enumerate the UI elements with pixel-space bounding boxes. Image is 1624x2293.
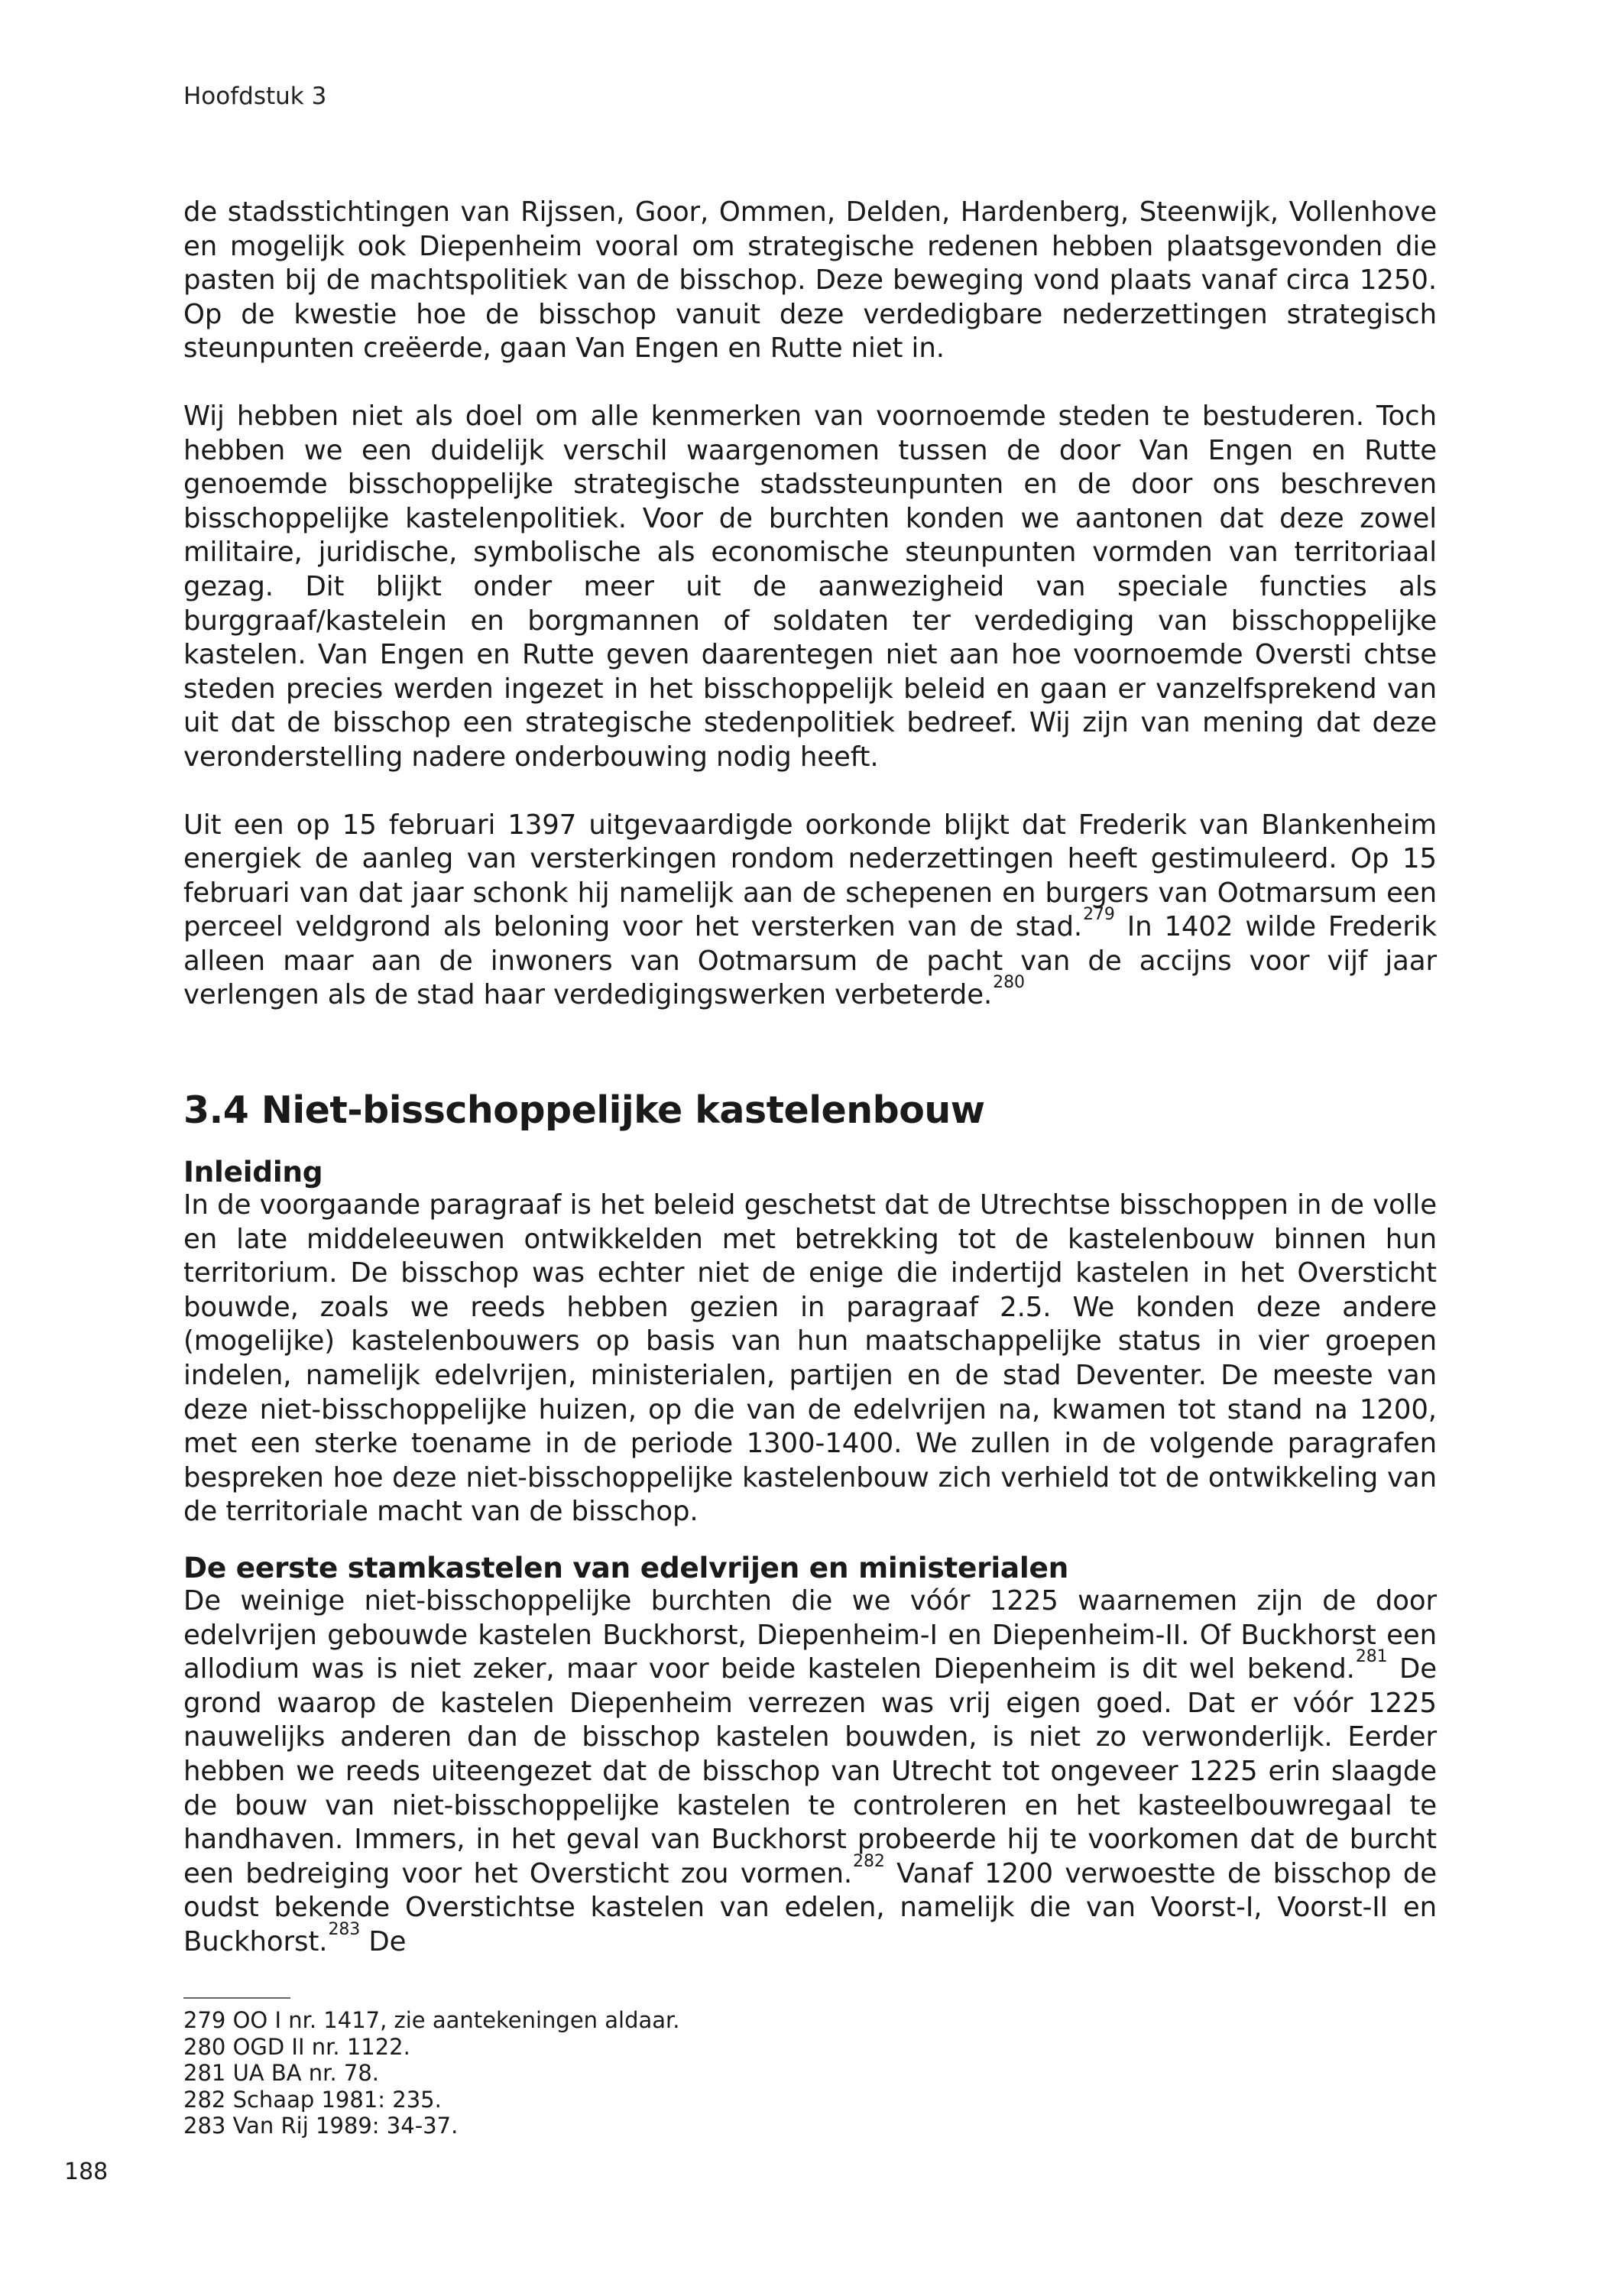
paragraph-stamkastelen-text-a: De weinige niet-bisschoppelijke burchten die we vóór 1225 waarnemen zijn de door edelvrijen gebouwde kastelen Buckhorst, Diepenheim-I en Diepenheim-II. Of Buckhorst een allodium was is niet zeker, maar voor beide kastelen Diepenheim is dit wel bekend.: [183, 1585, 1437, 1685]
paragraph-3-text-b: In 1402 wilde Frederik alleen maar aan de inwoners van Ootmarsum de pacht van de accijns voor vijf jaar verlengen als de stad haar verdedigingswerken verbeterde.: [183, 911, 1438, 1011]
footnotes: [183, 2007, 680, 2139]
footnote-283: 283 Van Rij 1989: 34-37.: [183, 2113, 459, 2139]
paragraph-stamkastelen-text-b: De grond waarop de kastelen Diepenheim verrezen was vrij eigen goed. Dat er vóór 1225 nauwelijks anderen dan de bisschop kastelen bouwden, is niet zo verwonderlijk. Eerder hebben we reeds uiteengezet dat de bisschop van Utrecht tot ongeveer 1225 erin slaagde de bouw van niet-bisschoppelijke kastelen te controleren en het kasteelbouwregaal te handhaven. Immers, in het geval van Buckhorst probeerde hij te voorkomen dat de burcht een bedreiging voor het Oversticht zou vormen.: [183, 1653, 1437, 1889]
footnote-divider: [183, 1997, 290, 1999]
paragraph-1: de stadsstichtingen van Rijssen, Goor, Ommen, Delden, Hardenberg, Steenwijk, Vollenhove en mogelijk ook Diepenheim vooral om strategische redenen hebben plaatsgevonden die pasten bij de machtspolitiek van de bisschop. Deze beweging vond plaats vanaf circa 1250. Op de kwestie hoe de bisschop vanuit deze verdedigbare nederzettingen strategisch steunpunten creëerde, gaan Van Engen en Rutte niet in.: [183, 196, 1437, 365]
footnote-ref-281[interactable]: 281: [1355, 1647, 1388, 1667]
footnote-279: 279 OO I nr. 1417, zie aantekeningen aldaar.: [183, 2007, 680, 2033]
footnote-ref-282[interactable]: 282: [853, 1851, 885, 1871]
subheading-inleiding: Inleiding: [183, 1155, 323, 1189]
paragraph-3-text-a: Uit een op 15 februari 1397 uitgevaardigde oorkonde blijkt dat Frederik van Blankenheim energiek de aanleg van versterkingen rondom nederzettingen heeft gestimuleerd. Op 15 februari van dat jaar schonk hij namelijk aan de schepenen en burgers van Ootmarsum een perceel veldgrond als beloning voor het versterken van de stad.: [183, 809, 1437, 943]
running-header: Hoofdstuk 3: [183, 83, 327, 110]
paragraph-3: [183, 809, 1437, 1014]
paragraph-stamkastelen: [183, 1584, 1437, 1960]
body-text: [183, 196, 1437, 1960]
paragraph-stamkastelen-text-d: De: [360, 1925, 407, 1957]
page-number: 188: [64, 2158, 109, 2185]
footnote-ref-280[interactable]: 280: [993, 973, 1025, 993]
subheading-stamkastelen: De eerste stamkastelen van edelvrijen en ministerialen: [183, 1551, 1068, 1584]
paragraph-inleiding: In de voorgaande paragraaf is het beleid geschetst dat de Utrechtse bisschoppen in de volle en late middeleeuwen ontwikkelden met betrekking tot de kastelenbouw binnen hun territorium. De bisschop was echter niet de enige die indertijd kastelen in het Oversticht bouwde, zoals we reeds hebben gezien in paragraaf 2.5. We konden deze andere (mogelijke) kastelenbouwers op basis van hun maatschappelijke status in vier groepen indelen, namelijk edelvrijen, ministerialen, partijen en de stad Deventer. De meeste van deze niet-bisschoppelijke huizen, op die van de edelvrijen na, kwamen tot stand na 1200, met een sterke toename in de periode 1300-1400. We zullen in de volgende paragrafen bespreken hoe deze niet-bisschoppelijke kastelenbouw zich verhield tot de ontwikkeling van de territoriale macht van de bisschop.: [183, 1189, 1437, 1528]
footnote-ref-279[interactable]: 279: [1083, 905, 1115, 925]
footnote-282: 282 Schaap 1981: 235.: [183, 2086, 442, 2113]
paragraph-stamkastelen-text-c: Vanaf 1200 verwoestte de bisschop de oudst bekende Overstichtse kastelen van edelen, namelijk die van Voorst-I, Voorst-II en Buckhorst.: [183, 1857, 1437, 1957]
footnote-281: 281 UA BA nr. 78.: [183, 2060, 380, 2086]
section-title: 3.4 Niet-bisschoppelijke kastelenbouw: [183, 1088, 985, 1133]
footnote-ref-283[interactable]: 283: [328, 1919, 361, 1939]
footnote-280: 280 OGD II nr. 1122.: [183, 2033, 410, 2060]
paragraph-2: Wij hebben niet als doel om alle kenmerken van voornoemde steden te bestuderen. Toch hebben we een duidelijk verschil waargenomen tussen de door Van Engen en Rutte genoemde bisschoppelijke strategische stadssteunpunten en de door ons beschreven bisschoppelijke kastelenpolitiek. Voor de burchten konden we aantonen dat deze zowel militaire, juridische, symbolische als economische steunpunten vormden van territoriaal gezag. Dit blijkt onder meer uit de aanwezigheid van speciale functies als burggraaf/kastelein en borgmannen of soldaten ter verdediging van bisschoppelijke kastelen. Van Engen en Rutte geven daarentegen niet aan hoe voornoemde Oversti chtse steden precies werden ingezet in het bisschoppelijk beleid en gaan er vanzelfsprekend van uit dat de bisschop een strategische stedenpolitiek bedreef. Wij zijn van mening dat deze veronderstelling nadere onderbouwing nodig heeft.: [183, 400, 1437, 773]
